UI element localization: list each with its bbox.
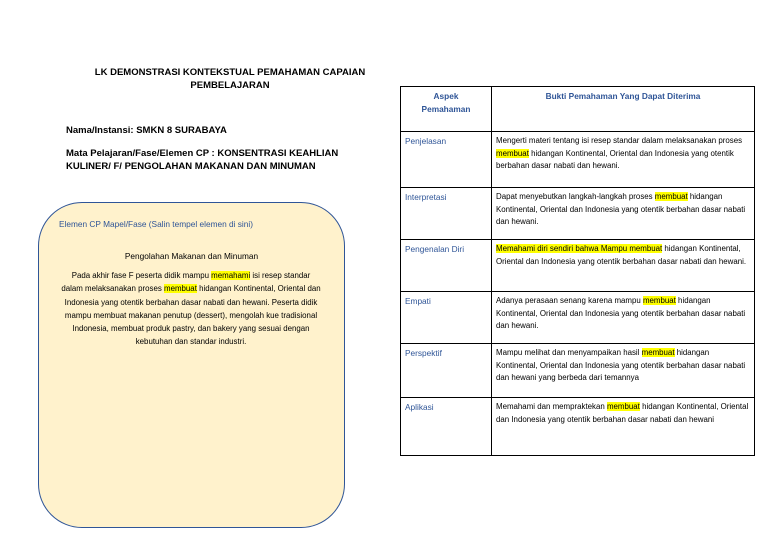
- header-bukti: Bukti Pemahaman Yang Dapat Diterima: [492, 87, 755, 132]
- bukti-cell: [492, 292, 755, 344]
- header-aspek-line2: Pemahaman: [421, 103, 471, 114]
- cp-highlight: membuat: [164, 284, 197, 294]
- bukti-cell: [492, 240, 755, 292]
- bukti-text: hidangan Kontinental, Oriental dan Indonesia yang otentik berbahan dasar nabati dan hewani.: [496, 296, 746, 331]
- bukti-cell: [492, 398, 755, 456]
- header-aspek: [401, 87, 492, 132]
- bukti-text: hidangan Kontinental, Oriental dan Indonesia yang otentik berbahan dasar nabati dan hewani.: [496, 192, 746, 227]
- bukti-highlight: membuat: [641, 348, 675, 357]
- aspek-cell: Interpretasi: [401, 188, 492, 240]
- aspek-cell: Pengenalan Diri: [401, 240, 492, 292]
- aspek-cell: Perspektif: [401, 344, 492, 398]
- bukti-text: hidangan Kontinental, Oriental dan Indonesia yang otentik berbahan dasar nabati dan hewani yang berbeda dari temannya: [496, 348, 746, 383]
- cp-body-text: hidangan Kontinental, Oriental dan Indonesia yang otentik berbahan dasar nabati dan hewani. Peserta didik mampu membuat makanan penutup (dessert), mengolah kue tradisional Indonesia, membuat produk pastry, dan bakery yang sesuai dengan kebutuhan dan standar industri.: [64, 284, 321, 347]
- table-row: [401, 344, 755, 398]
- cp-body-text: Pada akhir fase F peserta didik mampu: [71, 271, 212, 280]
- elemen-cp-heading: Pengolahan Makanan dan Minuman: [124, 251, 259, 261]
- mata-pelajaran: Mata Pelajaran/Fase/Elemen CP : KONSENTRASI KEAHLIAN KULINER/ F/ PENGOLAHAN MAKANAN DAN MINUMAN: [66, 148, 339, 172]
- aspek-cell: Penjelasan: [401, 132, 492, 188]
- table-row: [401, 240, 755, 292]
- bukti-text: Mengerti materi tentang isi resep standar dalam melaksanakan proses: [496, 136, 743, 145]
- table-header-row: [401, 87, 755, 132]
- elemen-cp-body: [61, 269, 321, 349]
- aspek-cell: Aplikasi: [401, 398, 492, 456]
- bukti-text: Dapat menyebutkan langkah-langkah proses: [496, 192, 655, 201]
- bukti-text: hidangan Kontinental, Oriental dan Indonesia yang otentik berbahan dasar nabati dan hewani.: [496, 148, 734, 171]
- bukti-highlight: membuat: [606, 402, 640, 411]
- bukti-text: hidangan Kontinental, Oriental dan Indonesia yang otentik berbahan dasar nabati dan hewani: [496, 402, 749, 424]
- bukti-highlight: membuat: [654, 192, 688, 201]
- cp-highlight: memahami: [211, 271, 251, 280]
- bukti-highlight: Memahami diri sendiri bahwa Mampu membuat: [496, 244, 663, 253]
- pemahaman-table: [400, 86, 755, 456]
- document-title: LK DEMONSTRASI KONTEKSTUAL PEMAHAMAN CAPAIAN PEMBELAJARAN: [94, 67, 366, 91]
- cp-body-text: isi resep standar dalam melaksanakan proses: [61, 271, 311, 294]
- bukti-text: hidangan Kontinental, Oriental dan Indonesia yang otentik berbahan dasar nabati dan hewani.: [496, 244, 747, 266]
- table-row: [401, 188, 755, 240]
- bukti-cell: [492, 344, 755, 398]
- bukti-highlight: membuat: [496, 148, 529, 158]
- header-aspek-line1: Aspek: [433, 91, 459, 101]
- table-row: [401, 132, 755, 188]
- table-row: [401, 398, 755, 456]
- nama-instansi: Nama/Instansi: SMKN 8 SURABAYA: [66, 125, 227, 136]
- elemen-cp-label: Elemen CP Mapel/Fase (Salin tempel elemen di sini): [59, 219, 253, 229]
- table-row: [401, 292, 755, 344]
- bukti-text: Mampu melihat dan menyampaikan hasil: [496, 348, 642, 357]
- bukti-cell: [492, 188, 755, 240]
- bukti-cell: [492, 132, 755, 188]
- bukti-text: Adanya perasaan senang karena mampu: [496, 296, 643, 305]
- aspek-cell: Empati: [401, 292, 492, 344]
- elemen-cp-box: [38, 202, 345, 528]
- bukti-highlight: membuat: [642, 296, 676, 305]
- bukti-text: Memahami dan mempraktekan: [496, 402, 607, 411]
